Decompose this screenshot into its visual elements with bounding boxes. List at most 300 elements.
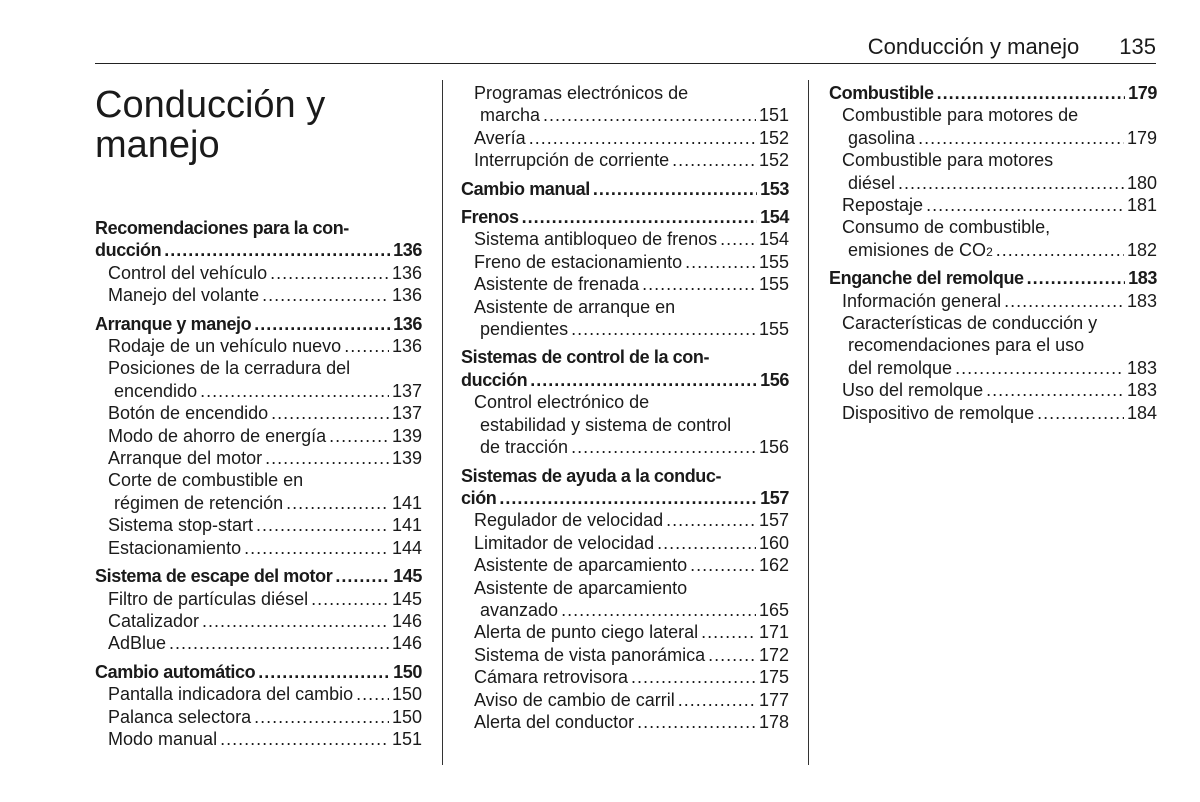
toc-column-1 (95, 82, 422, 750)
dot-leader (672, 149, 756, 171)
toc-page-number: 178 (758, 711, 789, 732)
dot-leader (270, 262, 389, 284)
toc-page-number: 146 (391, 610, 422, 631)
toc-entry-text: pendientes (480, 319, 569, 340)
dot-leader (926, 194, 1124, 216)
toc-line (474, 711, 789, 733)
toc-entry-text: Interrupción de corriente (474, 150, 670, 171)
toc-entry-text: Frenos (461, 207, 519, 228)
dot-leader (937, 82, 1126, 104)
dot-leader (522, 206, 758, 228)
toc-group (95, 565, 422, 655)
toc-line (474, 577, 789, 599)
toc-entry-text: Enganche del remolque (829, 268, 1024, 289)
toc-subentry[interactable] (95, 706, 422, 728)
toc-subentry[interactable] (461, 82, 789, 127)
toc-subentry[interactable] (829, 104, 1157, 149)
dot-leader (666, 509, 756, 531)
toc-page-number: 183 (1126, 290, 1157, 311)
toc-column-2 (461, 82, 789, 733)
toc-page-number: 152 (758, 150, 789, 171)
toc-line (108, 402, 422, 424)
toc-subentry[interactable] (95, 425, 422, 447)
dot-leader (898, 172, 1124, 194)
toc-page-number: 141 (391, 492, 422, 513)
toc-entry-text: Sistema antibloqueo de frenos (474, 229, 718, 250)
dot-leader (1037, 402, 1124, 424)
toc-line (474, 554, 789, 576)
toc-column-3 (829, 82, 1157, 424)
toc-line (474, 689, 789, 711)
dot-leader (631, 666, 756, 688)
toc-entry-text: Cambio automático (95, 661, 256, 682)
toc-line (108, 588, 422, 610)
dot-leader (685, 251, 756, 273)
toc-entry-text: Control del vehículo (108, 262, 268, 283)
dot-leader (701, 621, 756, 643)
toc-entry-text: Sistemas de control de la con- (461, 347, 710, 368)
toc-group (829, 267, 1157, 424)
toc-line (474, 273, 789, 295)
toc-entry-text: Información general (842, 290, 1002, 311)
dot-leader (254, 706, 389, 728)
toc-page-number: 172 (758, 644, 789, 665)
toc-line (829, 267, 1157, 289)
toc-line (829, 82, 1157, 104)
dot-leader (499, 487, 757, 509)
toc-entry-text: gasolina (848, 127, 916, 148)
toc-group (461, 178, 789, 200)
toc-line (474, 509, 789, 531)
dot-leader (258, 661, 390, 683)
toc-subentry[interactable] (95, 632, 422, 654)
page-number: 135 (1119, 34, 1156, 59)
toc-entry-text: Sistema de vista panorámica (474, 644, 706, 665)
toc-entry-text: del remolque (848, 357, 953, 378)
toc-subentry[interactable] (461, 644, 789, 666)
dot-leader (708, 644, 756, 666)
toc-subentry[interactable] (461, 577, 789, 622)
toc-line (108, 284, 422, 306)
toc-entry-text: Arranque del motor (108, 448, 263, 469)
toc-group (461, 82, 789, 172)
toc-page-number: 156 (758, 437, 789, 458)
toc-line (95, 661, 422, 683)
toc-entry-text: Recomendaciones para la con- (95, 218, 349, 238)
toc-entry-text: Estacionamiento (108, 537, 242, 558)
dot-leader (918, 127, 1124, 149)
toc-page-number: 139 (391, 425, 422, 446)
toc-entry-text: Rodaje de un vehículo nuevo (108, 336, 342, 357)
toc-entry-text: Combustible para motores de (842, 105, 1079, 126)
toc-entry-text: marcha (480, 105, 541, 126)
toc-entry-text: Uso del remolque (842, 380, 984, 401)
toc-page-number: 180 (1126, 172, 1157, 193)
toc-entry-text: Asistente de frenada (474, 274, 640, 295)
dot-leader (356, 683, 389, 705)
toc-subentry[interactable] (95, 262, 422, 284)
toc-entry-text: Modo de ahorro de energía (108, 425, 327, 446)
toc-subentry[interactable] (461, 554, 789, 576)
toc-entry-text: Pantalla indicadora del cambio (108, 684, 354, 705)
toc-entry-text: Freno de estacionamiento (474, 251, 683, 272)
toc-subentry[interactable] (95, 284, 422, 306)
toc-entry-text: Posiciones de la cerradura del (108, 358, 351, 379)
toc-entry-text: Cámara retrovisora (474, 667, 629, 688)
toc-line (474, 296, 789, 318)
dot-leader (637, 711, 756, 733)
toc-entry-text: Combustible (829, 83, 934, 103)
column-divider-2 (808, 80, 809, 765)
toc-entry-text: Sistema stop-start (108, 515, 254, 536)
dot-leader (678, 689, 756, 711)
toc-subentry[interactable] (461, 296, 789, 341)
toc-group (829, 82, 1157, 261)
toc-subentry[interactable] (95, 447, 422, 469)
toc-entry-text: régimen de retención (114, 492, 284, 513)
toc-subentry[interactable] (461, 391, 789, 458)
toc-line (461, 346, 789, 368)
toc-entry-text: Repostaje (842, 195, 924, 216)
toc-page-number: 155 (758, 319, 789, 340)
dot-leader (286, 492, 389, 514)
toc-subentry[interactable] (461, 689, 789, 711)
toc-entry-text: Sistemas de ayuda a la conduc- (461, 465, 722, 486)
toc-line (474, 532, 789, 554)
toc-subentry[interactable] (95, 469, 422, 514)
dot-leader (271, 402, 389, 424)
toc-line (474, 391, 789, 413)
toc-entry-text: Arranque y manejo (95, 313, 252, 334)
toc-entry-text: Cambio manual (461, 178, 590, 199)
dot-leader (986, 379, 1124, 401)
toc-line (474, 149, 789, 171)
dot-leader (220, 728, 389, 750)
toc-group (95, 313, 422, 559)
toc-entry-text: emisiones de CO (848, 239, 987, 260)
toc-page-number: 136 (391, 336, 422, 357)
toc-line (108, 537, 422, 559)
toc-line (842, 216, 1157, 238)
toc-line (842, 127, 1157, 149)
toc-line (108, 514, 422, 536)
toc-column-1-entries (95, 217, 422, 750)
toc-line (108, 632, 422, 654)
toc-page-number: 175 (758, 667, 789, 688)
toc-page-number: 141 (391, 515, 422, 536)
running-header (868, 34, 1156, 60)
toc-line: emisiones de CO 2 ..... 182 (842, 239, 1157, 261)
dot-leader (1004, 290, 1124, 312)
toc-group (95, 217, 422, 307)
dot-leader (244, 537, 389, 559)
toc-line (108, 357, 422, 379)
toc-subentry[interactable] (829, 312, 1157, 379)
dot-leader (169, 632, 389, 654)
toc-line (108, 262, 422, 284)
dot-leader (593, 178, 757, 200)
dot-leader (329, 425, 389, 447)
toc-entry-text: Dispositivo de remolque (842, 402, 1035, 423)
toc-entry-text: Combustible para motores (842, 150, 1054, 171)
toc-line (461, 206, 789, 228)
toc-entry-text: diésel (848, 172, 896, 193)
toc-page-number: 150 (391, 706, 422, 727)
toc-subentry[interactable] (95, 514, 422, 536)
toc-subentry[interactable] (95, 728, 422, 750)
toc-line (474, 318, 789, 340)
toc-line (474, 644, 789, 666)
toc-page-number: 182 (1126, 239, 1157, 260)
toc-entry-text: Manejo del volante (108, 285, 260, 306)
chapter-title (95, 82, 345, 165)
toc-entry-text: Sistema de escape del motor (95, 566, 333, 587)
toc-line (461, 465, 789, 487)
dot-leader (543, 104, 756, 126)
dot-leader (561, 599, 756, 621)
toc-page-number: 154 (758, 229, 789, 250)
dot-leader (202, 610, 389, 632)
toc-page-number: 157 (758, 510, 789, 531)
dot-leader (571, 436, 756, 458)
dot-leader (690, 554, 756, 576)
toc-page-number: 179 (1128, 83, 1157, 103)
toc-subentry[interactable] (461, 666, 789, 688)
toc-entry-text: Asistente de arranque en (474, 296, 676, 317)
dot-leader (571, 318, 756, 340)
toc-entry-text: Modo manual (108, 728, 218, 749)
toc-page-number: 154 (760, 207, 789, 228)
toc-page-number: 184 (1126, 402, 1157, 423)
toc-subentry[interactable] (829, 402, 1157, 424)
toc-entry-text: Características de conducción y (842, 313, 1098, 334)
toc-section-entry[interactable] (461, 178, 789, 200)
toc-entry-text: AdBlue (108, 633, 167, 654)
toc-line (842, 149, 1157, 171)
toc-subentry[interactable] (829, 290, 1157, 312)
toc-line (842, 194, 1157, 216)
dot-leader (200, 380, 389, 402)
toc-page-number: 151 (758, 105, 789, 126)
toc-entry-text: Botón de encendido (108, 403, 269, 424)
toc-subentry[interactable] (461, 149, 789, 171)
toc-line (474, 228, 789, 250)
toc-line (108, 683, 422, 705)
toc-group (461, 465, 789, 734)
toc-subentry[interactable] (461, 228, 789, 250)
toc-line (108, 492, 422, 514)
toc-page-number: 177 (758, 689, 789, 710)
toc-page-number: 156 (760, 369, 789, 390)
dot-leader (254, 313, 390, 335)
toc-entry-text: Aviso de cambio de carril (474, 689, 675, 710)
toc-subentry[interactable] (95, 402, 422, 424)
toc-subentry[interactable] (461, 532, 789, 554)
toc-page-number: 183 (1126, 380, 1157, 401)
toc-page-number: 137 (391, 403, 422, 424)
dot-leader (955, 357, 1124, 379)
toc-subentry[interactable] (829, 149, 1157, 194)
toc-page-number: 152 (758, 127, 789, 148)
toc-page-number: 145 (393, 566, 422, 587)
toc-entry-text: Programas electrónicos de (474, 83, 689, 103)
toc-entry-text: Corte de combustible en (108, 470, 304, 491)
toc-page-number: 150 (391, 684, 422, 705)
toc-entry-text: Asistente de aparcamiento (474, 577, 688, 598)
toc-section-entry[interactable] (95, 565, 422, 587)
toc-line (474, 666, 789, 688)
toc-line (842, 402, 1157, 424)
toc-section-entry[interactable] (829, 82, 1157, 104)
toc-group (461, 206, 789, 340)
toc-subentry[interactable] (95, 537, 422, 559)
toc-subentry[interactable] (95, 588, 422, 610)
dot-leader (529, 127, 756, 149)
toc-subentry[interactable] (461, 711, 789, 733)
toc-group (461, 346, 789, 458)
toc-subentry[interactable] (461, 273, 789, 295)
toc-page-number: 162 (758, 555, 789, 576)
toc-line (474, 436, 789, 458)
toc-line (461, 369, 789, 391)
toc-subentry[interactable] (829, 216, 1157, 261)
toc-line (461, 178, 789, 200)
toc-line (108, 380, 422, 402)
toc-line (842, 290, 1157, 312)
chapter-title-line-2: manejo (95, 124, 220, 166)
toc-line (95, 313, 422, 335)
toc-entry-text: ducción (95, 240, 162, 261)
toc-page-number: 183 (1128, 268, 1157, 289)
dot-leader (344, 335, 389, 357)
toc-line (108, 335, 422, 357)
toc-line (842, 172, 1157, 194)
toc-entry-text: Asistente de aparcamiento (474, 555, 688, 576)
toc-page-number: 153 (760, 178, 789, 199)
toc-section-entry[interactable] (461, 465, 789, 510)
toc-page-number: 160 (758, 532, 789, 553)
toc-subentry[interactable] (95, 610, 422, 632)
toc-section-entry[interactable] (95, 313, 422, 335)
toc-column-3-entries (829, 82, 1157, 424)
toc-subentry[interactable] (461, 127, 789, 149)
toc-page-number: 155 (758, 274, 789, 295)
toc-subentry[interactable] (95, 335, 422, 357)
toc-entry-text: Alerta de punto ciego lateral (474, 622, 699, 643)
toc-page-number: 151 (391, 728, 422, 749)
toc-page-number: 139 (391, 448, 422, 469)
toc-subentry[interactable] (95, 357, 422, 402)
toc-line (95, 239, 422, 261)
toc-page-number: 136 (393, 313, 422, 334)
toc-line (108, 425, 422, 447)
toc-line (842, 334, 1157, 356)
toc-line (95, 217, 422, 239)
toc-page-number: 144 (391, 537, 422, 558)
toc-page-number: 137 (391, 380, 422, 401)
toc-page-number: 136 (391, 262, 422, 283)
toc-page-number: 157 (760, 487, 789, 508)
toc-line (842, 379, 1157, 401)
dot-leader (164, 239, 390, 261)
toc-line (108, 469, 422, 491)
toc-entry-text: Consumo de combustible, (842, 217, 1051, 238)
dot-leader (256, 514, 389, 536)
dot-leader (657, 532, 756, 554)
toc-entry-text: Palanca selectora (108, 706, 252, 727)
toc-line (842, 104, 1157, 126)
toc-subentry[interactable] (95, 683, 422, 705)
dot-leader (265, 447, 389, 469)
toc-entry-text: Regulador de velocidad (474, 510, 664, 531)
toc-page-number: 146 (391, 633, 422, 654)
toc-line (461, 487, 789, 509)
toc-page-number: 150 (393, 661, 422, 682)
toc-page-number: 155 (758, 251, 789, 272)
dot-leader (642, 273, 756, 295)
toc-line (474, 599, 789, 621)
toc-entry-text: Control electrónico de (474, 392, 650, 413)
toc-line (108, 706, 422, 728)
toc-entry-text: estabilidad y sistema de control (480, 414, 732, 435)
toc-subentry[interactable] (829, 194, 1157, 216)
toc-subentry[interactable] (461, 509, 789, 531)
toc-line (474, 414, 789, 436)
toc-subentry[interactable] (461, 621, 789, 643)
toc-line (474, 251, 789, 273)
toc-page-number: 136 (393, 240, 422, 261)
toc-entry-text: ducción (461, 369, 528, 390)
toc-section-entry[interactable] (461, 206, 789, 228)
toc-entry-text: encendido (114, 380, 198, 401)
column-divider-1 (442, 80, 443, 765)
toc-entry-text: avanzado (480, 599, 559, 620)
toc-section-entry[interactable] (829, 267, 1157, 289)
dot-leader (335, 565, 390, 587)
toc-entry-text: recomendaciones para el uso (848, 335, 1085, 356)
toc-line (108, 610, 422, 632)
toc-page-number: 183 (1126, 357, 1157, 378)
toc-line (474, 82, 789, 104)
toc-line (842, 312, 1157, 334)
toc-line (842, 357, 1157, 379)
toc-line (108, 447, 422, 469)
toc-entry-text: Catalizador (108, 610, 200, 631)
toc-section-entry[interactable] (95, 217, 422, 262)
toc-line (108, 728, 422, 750)
toc-page-number: 171 (758, 622, 789, 643)
dot-leader (262, 284, 389, 306)
dot-leader (1027, 267, 1126, 289)
toc-subentry[interactable] (829, 379, 1157, 401)
dot-leader (996, 239, 1124, 261)
toc-column-2-entries (461, 82, 789, 733)
toc-section-entry[interactable] (95, 661, 422, 683)
toc-section-entry[interactable] (461, 346, 789, 391)
running-header-chapter: Conducción y manejo (867, 34, 1080, 59)
toc-page-number: 181 (1126, 195, 1157, 216)
dot-leader (311, 588, 389, 610)
toc-entry-text: ción (461, 487, 497, 508)
toc-entry-text: Avería (474, 127, 526, 148)
toc-line (474, 104, 789, 126)
dot-leader (530, 369, 757, 391)
toc-subentry[interactable] (461, 251, 789, 273)
toc-line (474, 621, 789, 643)
dot-leader (720, 228, 756, 250)
toc-entry-text: Alerta del conductor (474, 711, 635, 732)
toc-page-number: 136 (391, 285, 422, 306)
